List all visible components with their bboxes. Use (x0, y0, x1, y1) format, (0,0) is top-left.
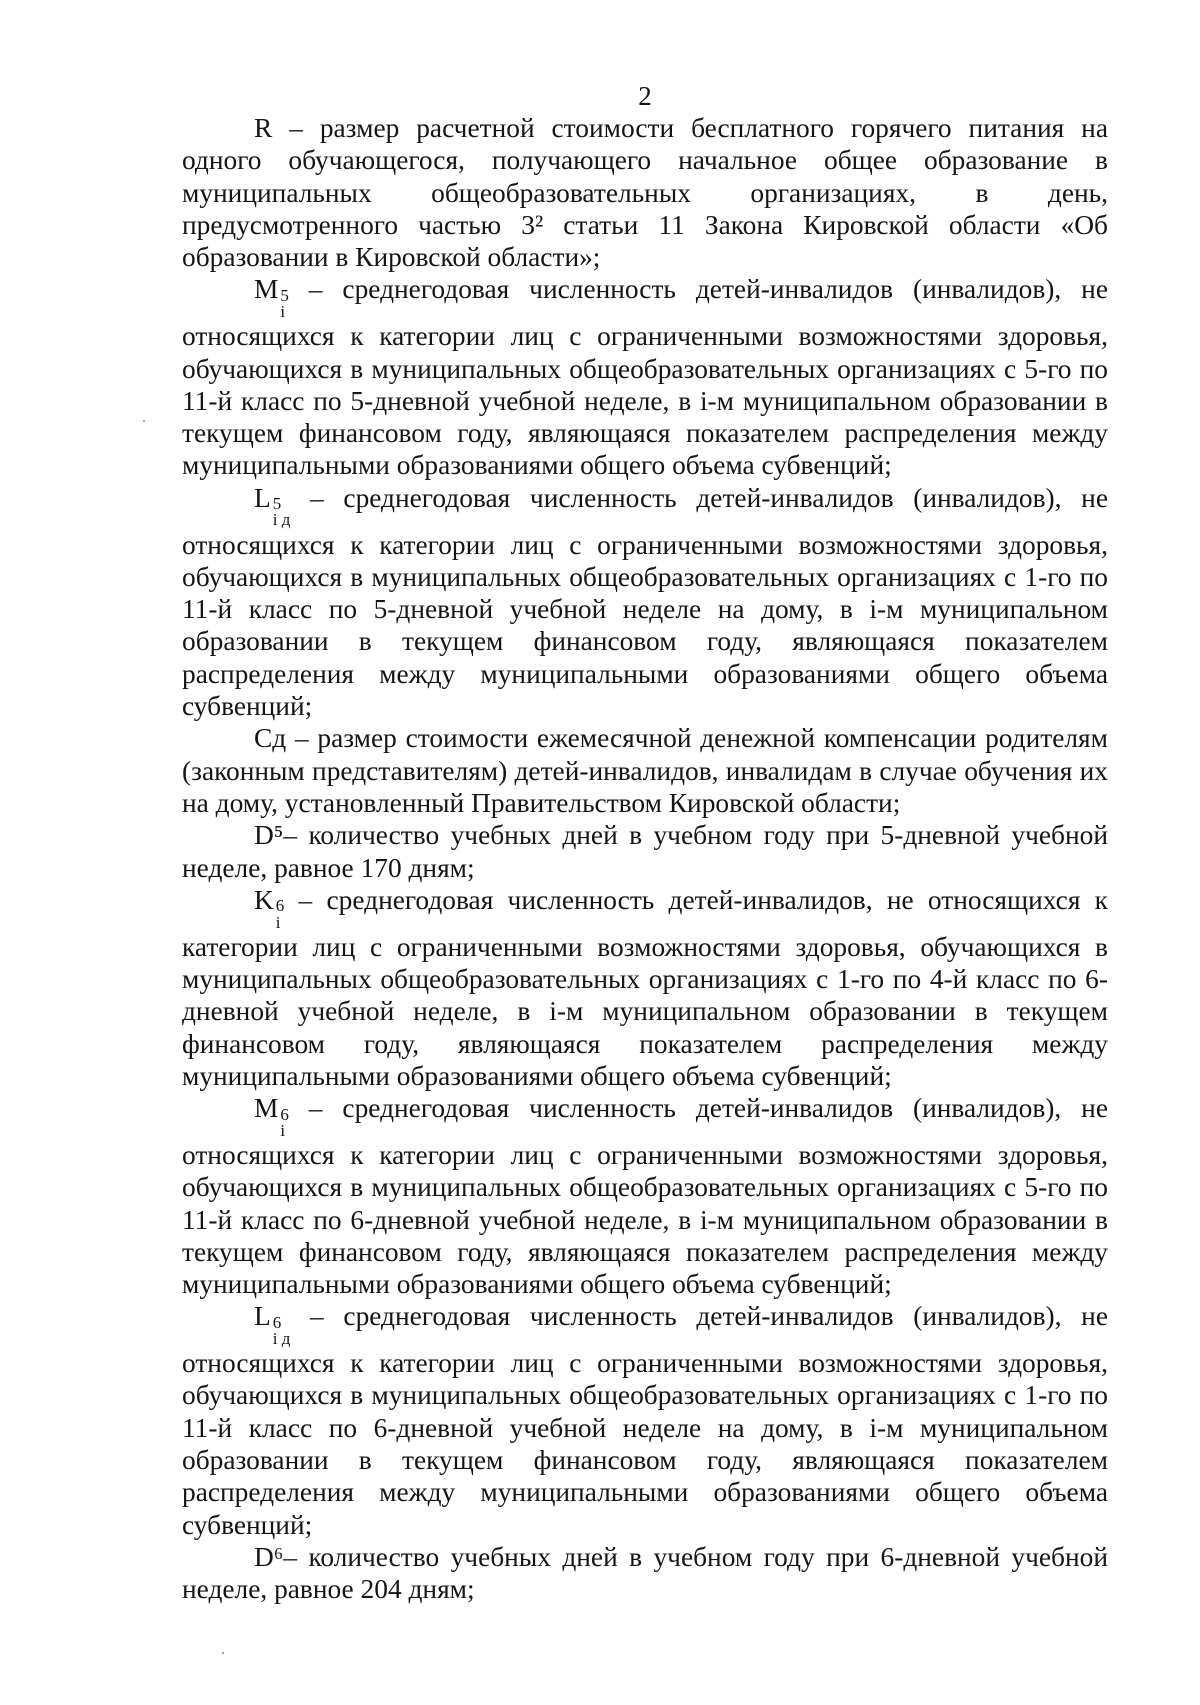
definition-text: – среднегодовая численность детей-инвалидов (инвалидов), не относящихся к категории лиц с ограниченными возможностями здоровья, обучающихся в муниципальных общеобразовательных организациях с 1-го по 11-й класс по 5-дневной учебной неделе на дому, в i-м муниципальном образовании в текущем финансовом году, являющаяся показателем распределения между муниципальными образованиями общего объема субвенций; (182, 482, 1108, 722)
symbol-letter: K (254, 884, 274, 915)
definition-text: – среднегодовая численность детей-инвалидов (инвалидов), не относящихся к категории лиц с ограниченными возможностями здоровья, обучающихся в муниципальных общеобразовательных организациях с 1-го по 11-й класс по 6-дневной учебной неделе на дому, в i-м муниципальном образовании в текущем финансовом году, являющаяся показателем распределения между муниципальными образованиями общего объема субвенций; (182, 1301, 1108, 1540)
symbol-subscript: i д (272, 510, 291, 530)
definition-text: – среднегодовая численность детей-инвалидов, не относящихся к категории лиц с ограниченными возможностями здоровья, обучающихся в муниципальных общеобразовательных организациях с 1-го по 4-й класс по 6-дневной учебной неделе, в i-м муниципальном образовании в текущем финансовом году, являющаяся показателем распределения между муниципальными образованиями общего объема субвенций; (182, 884, 1108, 1091)
definition-m6 (182, 1092, 1108, 1300)
symbol-subscript: i д (272, 1329, 291, 1349)
symbol (254, 113, 272, 143)
symbol-letter: M (254, 274, 279, 305)
symbol-indices (272, 1312, 291, 1349)
scan-speck (143, 420, 145, 422)
page-number: 2 (638, 81, 652, 111)
definition-text: – размер расчетной стоимости бесплатного горячего питания на одного обучающегося, получающего начальное общее образование в муниципальных общеобразовательных организациях, в день, предусмотренного частью 3² статьи 11 Закона Кировской области «Об образовании в Кировской области»; (182, 113, 1108, 273)
symbol (254, 482, 291, 530)
symbol-letter: R (254, 113, 273, 143)
symbol-subscript: i (280, 1120, 286, 1140)
definition-text: – количество учебных дней в учебном году при 5-дневной учебной неделе, равное 170 дням; (182, 820, 1108, 883)
symbol-letter: L (254, 482, 271, 513)
symbol (254, 1093, 289, 1140)
definition-r (182, 112, 1108, 273)
symbol-superscript: 6 (272, 1312, 282, 1332)
symbol-subscript: i (280, 302, 286, 322)
definition-text: – размер стоимости ежемесячной денежной компенсации родителям (законным представителям) детей-инвалидов, инвалидам в случае обучения их на дому, установленный Правительством Кировской области; (182, 723, 1108, 818)
definition-cd (182, 722, 1108, 819)
symbol-superscript: 6 (280, 1104, 289, 1124)
symbol (254, 820, 283, 850)
symbol-indices (280, 288, 288, 320)
symbol-indices (273, 496, 291, 528)
definitions-list (182, 112, 1108, 1606)
symbol (254, 1301, 291, 1349)
definition-m5 (182, 273, 1108, 481)
definition-l5 (182, 482, 1108, 723)
definition-k6 (182, 884, 1108, 1092)
symbol-letter: L (254, 1301, 271, 1332)
definition-text: – среднегодовая численность детей-инвалидов (инвалидов), не относящихся к категории лиц с ограниченными возможностями здоровья, обучающихся в муниципальных общеобразовательных организациях с 5-го по 11-й класс по 5-дневной учебной неделе, в i-м муниципальном образовании в текущем финансовом году, являющаяся показателем распределения между муниципальными образованиями общего объема субвенций; (182, 274, 1108, 481)
symbol (254, 723, 286, 753)
symbol (254, 1542, 283, 1572)
definition-d6 (182, 1541, 1108, 1606)
symbol (254, 274, 289, 322)
symbol-letter: D⁶ (254, 1541, 284, 1572)
definition-text: – среднегодовая численность детей-инвалидов (инвалидов), не относящихся к категории лиц с ограниченными возможностями здоровья, обучающихся в муниципальных общеобразовательных организациях с 5-го по 11-й класс по 6-дневной учебной неделе, в i-м муниципальном образовании в текущем финансовом году, являющаяся показателем распределения между муниципальными образованиями общего объема субвенций; (182, 1093, 1108, 1300)
scan-speck (222, 1652, 224, 1654)
symbol-superscript: 5 (280, 286, 289, 306)
symbol (254, 884, 285, 932)
definition-text: – количество учебных дней в учебном году при 6-дневной учебной неделе, равное 204 дням; (182, 1541, 1108, 1605)
symbol-letter: D⁵ (254, 820, 284, 851)
symbol-letter: M (254, 1093, 279, 1124)
symbol-indices (276, 898, 284, 930)
symbol-indices (280, 1104, 289, 1140)
definition-l6 (182, 1300, 1108, 1541)
symbol-superscript: 5 (272, 494, 282, 514)
symbol-subscript: i (275, 912, 281, 932)
symbol-letter: Cд (254, 723, 287, 754)
symbol-superscript: 6 (275, 896, 285, 916)
definition-d5 (182, 819, 1108, 884)
